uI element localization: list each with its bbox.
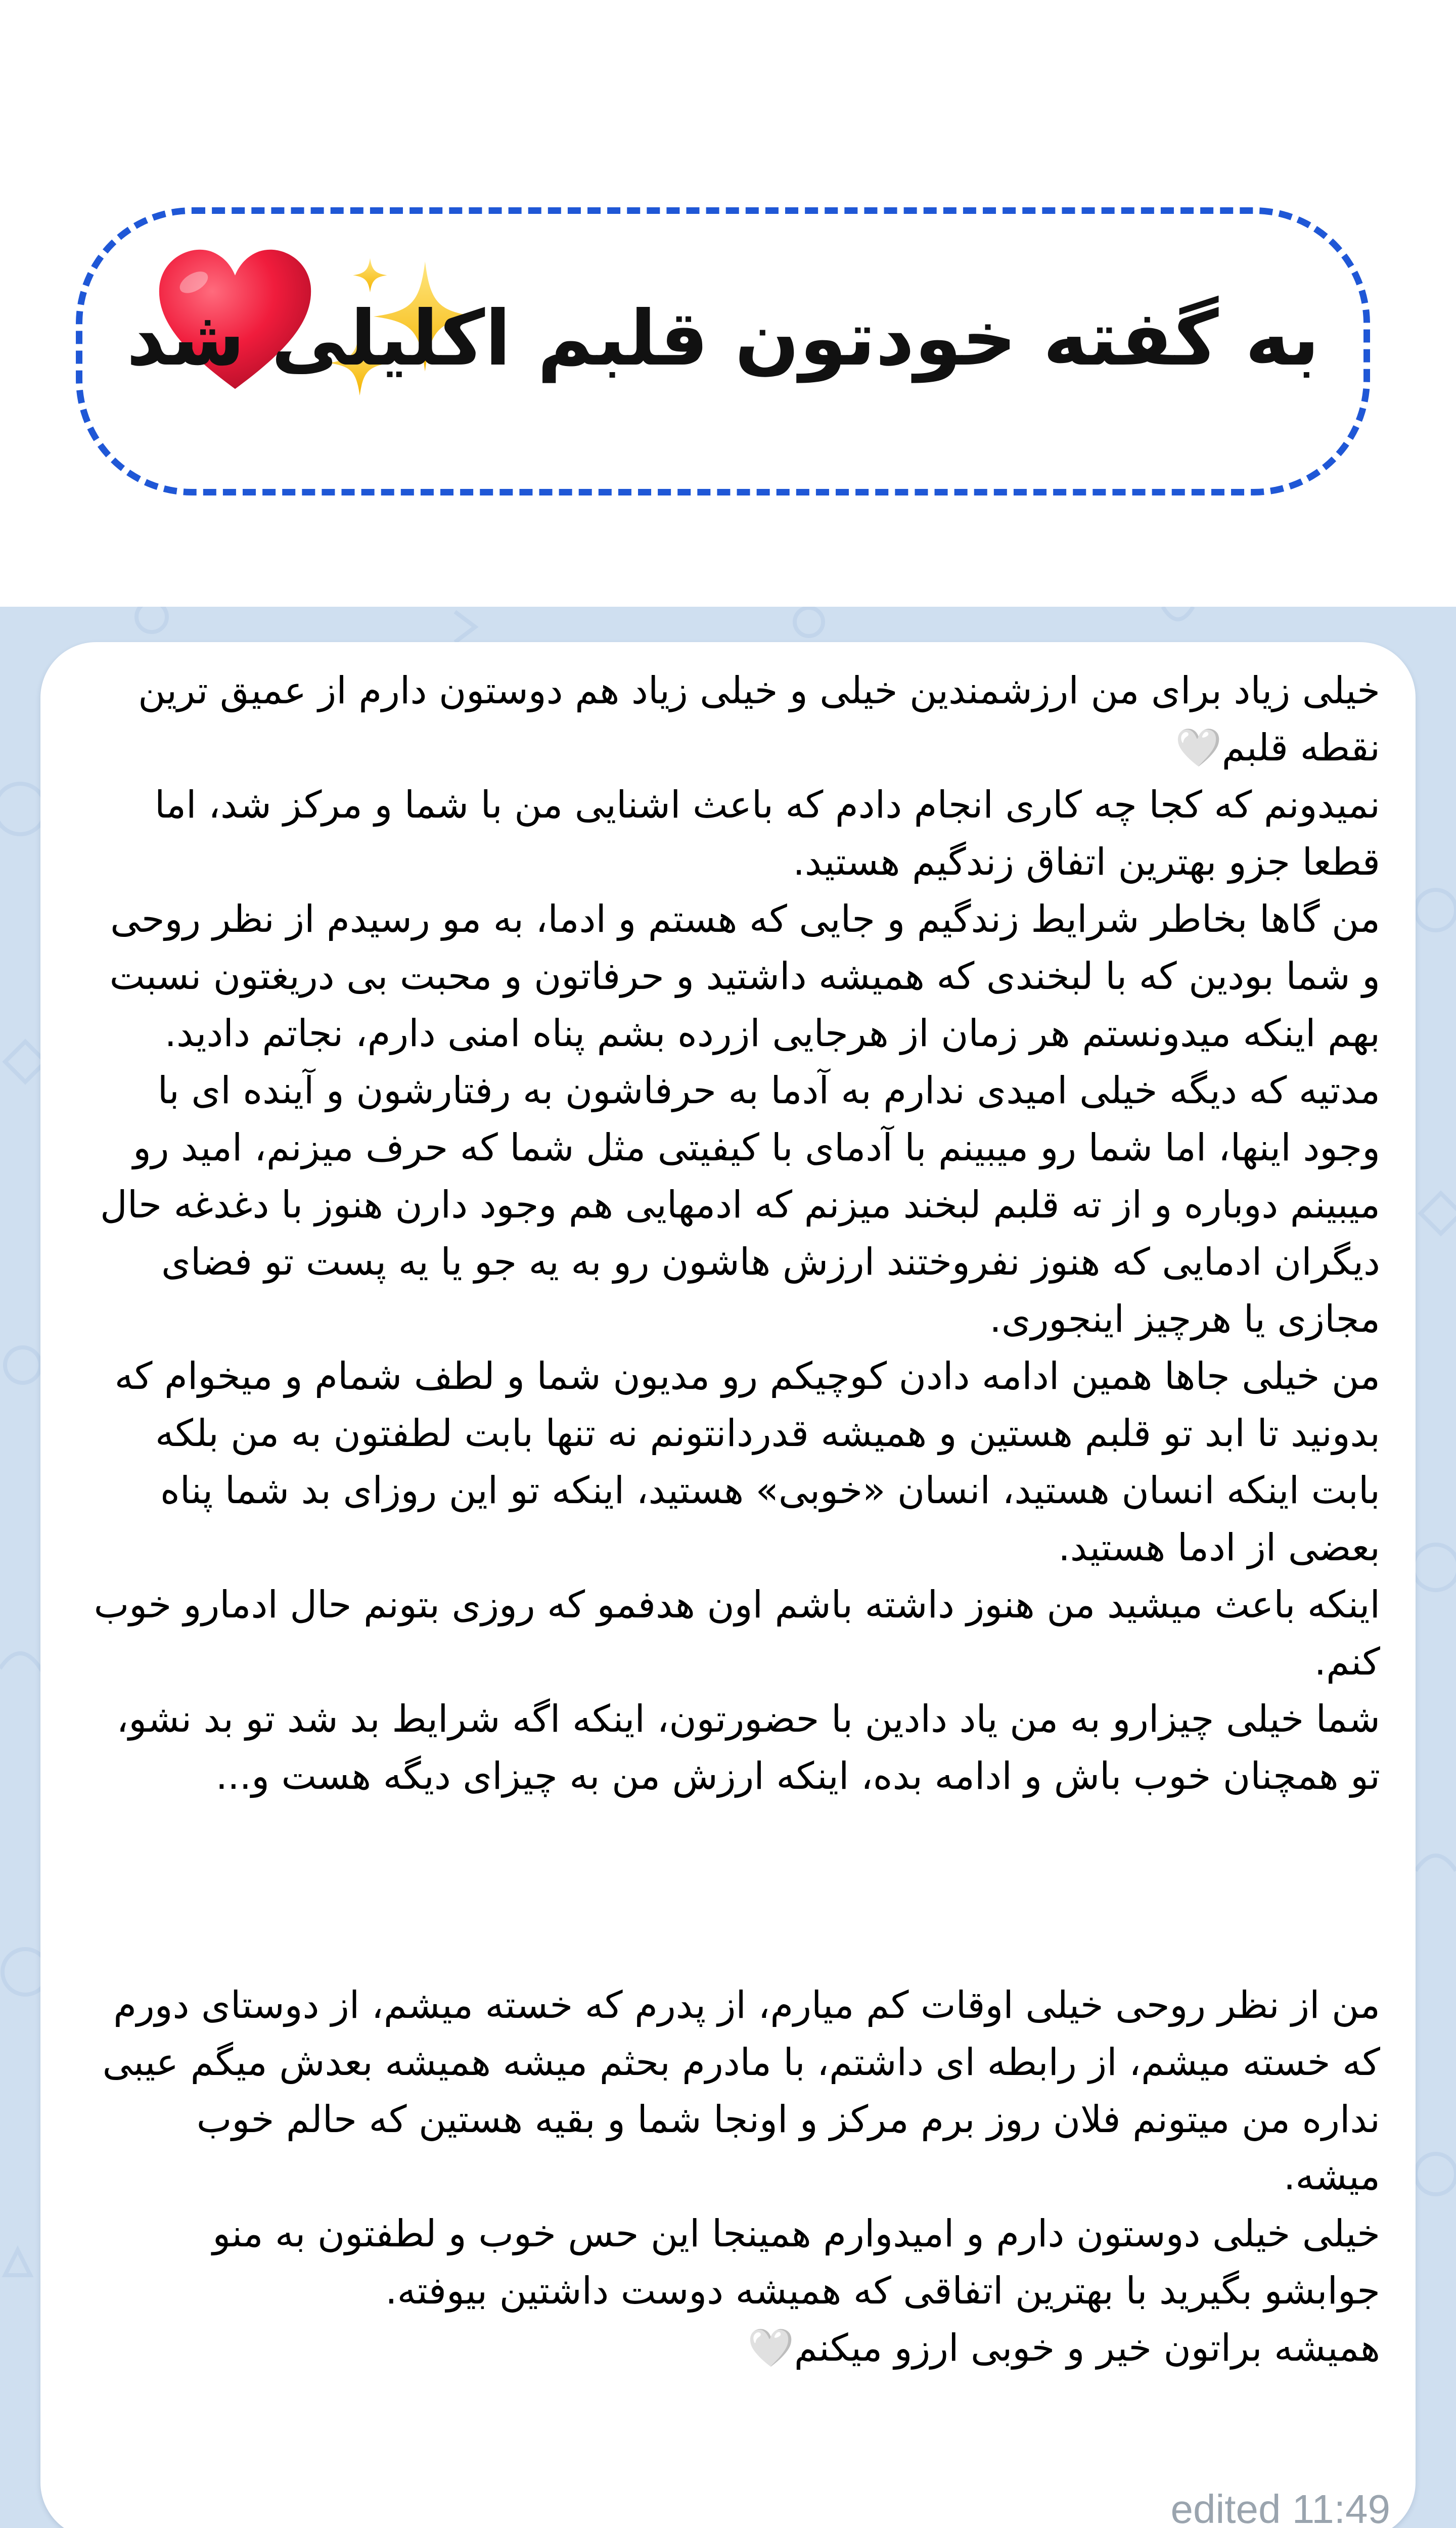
message-edited-timestamp: edited 11:49	[1170, 2487, 1390, 2528]
message-paragraph: نمیدونم که کجا چه کاری انجام دادم که باعث اشنایی من با شما و مرکز شد، اما قطعا جزو بهترین اتفاق زندگیم هستید.	[154, 783, 1380, 884]
message-paragraph: شما خیلی چیزارو به من یاد دادین با حضورتون، اینکه اگه شرایط بد شد تو بد نشو، تو همچنان خوب باش و ادامه بده، اینکه ارزش من به چیزای دیگه هست و...	[116, 1697, 1380, 1798]
message-paragraph: خیلی زیاد برای من ارزشمندین خیلی و خیلی زیاد هم دوستون دارم از عمیق ترین نقطه قلبم🤍	[138, 669, 1380, 770]
header-title: به گفته خودتون قلبم اکلیلی شد	[126, 295, 1320, 383]
message-text	[91, 662, 1380, 2377]
message-paragraph: مدتیه که دیگه خیلی امیدی ندارم به آدما به حرفاشون به رفتارشون و آینده ای با وجود اینها، اما شما رو میبینم با آدمای با کیفیتی مثل شما که حرف میزنم، امید رو میبینم دوباره و از ته قلبم لبخند میزنم که ادمهایی هم وجود دارن هنوز با دغدغه حال دیگران ادمایی که هنوز نفروختند ارزش هاشون رو به یه جو یا یه پست تو فضای مجازی یا هرچیز اینجوری.	[100, 1069, 1380, 1341]
message-spacer	[91, 1805, 1380, 1977]
chat-area[interactable]	[0, 607, 1456, 2528]
message-bubble[interactable]	[40, 642, 1416, 2528]
message-paragraph: من از نظر روحی خیلی اوقات کم میارم، از پدرم که خسته میشم، از دوستای دورم که خسته میشم، از رابطه ای داشتم، با مادرم بحثم میشه همیشه بعدش میگم عیبی نداره من میتونم فلان روز برم مرکز و اونجا شما و بقیه هستین که حالم خوب میشه.	[102, 1983, 1380, 2198]
message-paragraph: اینکه باعث میشید من هنوز داشته باشم اون هدفمو که روزی بتونم حال ادمارو خوب کنم.	[94, 1583, 1380, 1684]
message-paragraph: همیشه براتون خیر و خوبی ارزو میکنم🤍	[747, 2326, 1380, 2370]
message-paragraph: من گاها بخاطر شرایط زندگیم و جایی که هستم و ادما، به مو رسیدم از نظر روحی و شما بودین که با لبخندی که همیشه داشتید و حرفاتون و محبت بی دریغتون نسبت بهم اینکه میدونستم هر زمان از هرجایی ازرده بشم پناه امنی دارم، نجاتم دادید.	[109, 897, 1380, 1055]
header	[0, 0, 1456, 607]
message-paragraph: خیلی خیلی دوستون دارم و امیدوارم همینجا این حس خوب و لطفتون به منو جوابشو بگیرید با بهترین اتفاقی که همیشه دوست داشتین بیوفته.	[212, 2212, 1380, 2313]
message-paragraph: من خیلی جاها همین ادامه دادن کوچیکم رو مدیون شما و لطف شمام و میخوام که بدونید تا ابد تو قلبم هستین و همیشه قدردانتونم نه تنها بابت لطفتون به من بلکه بابت اینکه انسان هستید، انسان «خوبی» هستید، اینکه تو این روزای بد شما پناه بعضی از ادما هستید.	[114, 1355, 1380, 1569]
